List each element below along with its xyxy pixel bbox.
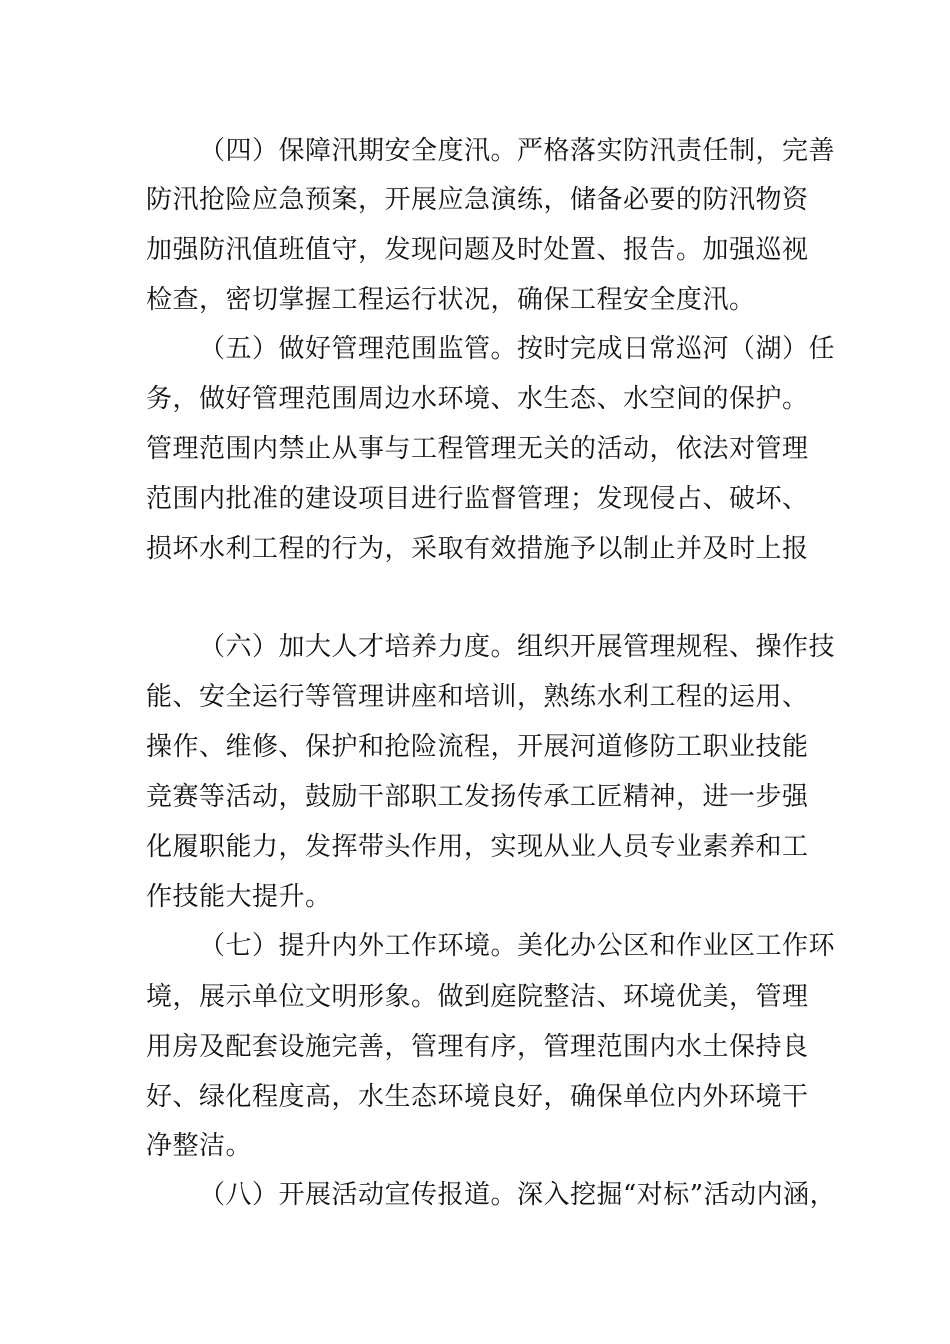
paragraph-7-line-5: 净整洁。 — [146, 1131, 253, 1161]
paragraph-6-line-1: （六）加大人才培养力度。组织开展管理规程、操作技 — [199, 632, 836, 662]
paragraph-6-line-3: 操作、维修、保护和抢险流程，开展河道修防工职业技能 — [146, 732, 809, 762]
paragraph-6-line-5: 化履职能力，发挥带头作用，实现从业人员专业素养和工 — [146, 832, 809, 862]
paragraph-5-line-5: 损坏水利工程的行为，采取有效措施予以制止并及时上报 — [146, 534, 809, 564]
paragraph-7-line-3: 用房及配套设施完善，管理有序，管理范围内水土保持良 — [146, 1032, 809, 1062]
paragraph-4-line-4: 检查，密切掌握工程运行状况，确保工程安全度汛。 — [146, 285, 756, 315]
paragraph-5-line-1: （五）做好管理范围监管。按时完成日常巡河（湖）任 — [199, 334, 836, 364]
paragraph-6-line-4: 竞赛等活动，鼓励干部职工发扬传承工匠精神，进一步强 — [146, 782, 809, 812]
paragraph-5-line-2: 务，做好管理范围周边水环境、水生态、水空间的保护。 — [146, 384, 809, 414]
paragraph-7-line-1: （七）提升内外工作环境。美化办公区和作业区工作环 — [199, 931, 836, 961]
paragraph-4-line-2: 防汛抢险应急预案，开展应急演练，储备必要的防汛物资 — [146, 185, 809, 215]
paragraph-8-line-1: （八）开展活动宣传报道。深入挖掘“对标”活动内涵， — [199, 1180, 837, 1210]
paragraph-6-line-6: 作技能大提升。 — [146, 882, 332, 912]
paragraph-7-line-2: 境，展示单位文明形象。做到庭院整洁、环境优美，管理 — [146, 982, 809, 1012]
paragraph-4-line-3: 加强防汛值班值守，发现问题及时处置、报告。加强巡视 — [146, 235, 809, 265]
paragraph-4-line-1: （四）保障汛期安全度汛。严格落实防汛责任制，完善 — [199, 136, 836, 166]
paragraph-5-line-4: 范围内批准的建设项目进行监督管理；发现侵占、破坏、 — [146, 484, 809, 514]
paragraph-6-line-2: 能、安全运行等管理讲座和培训，熟练水利工程的运用、 — [146, 682, 809, 712]
paragraph-7-line-4: 好、绿化程度高，水生态环境良好，确保单位内外环境干 — [146, 1082, 809, 1112]
paragraph-5-line-3: 管理范围内禁止从事与工程管理无关的活动，依法对管理 — [146, 434, 809, 464]
